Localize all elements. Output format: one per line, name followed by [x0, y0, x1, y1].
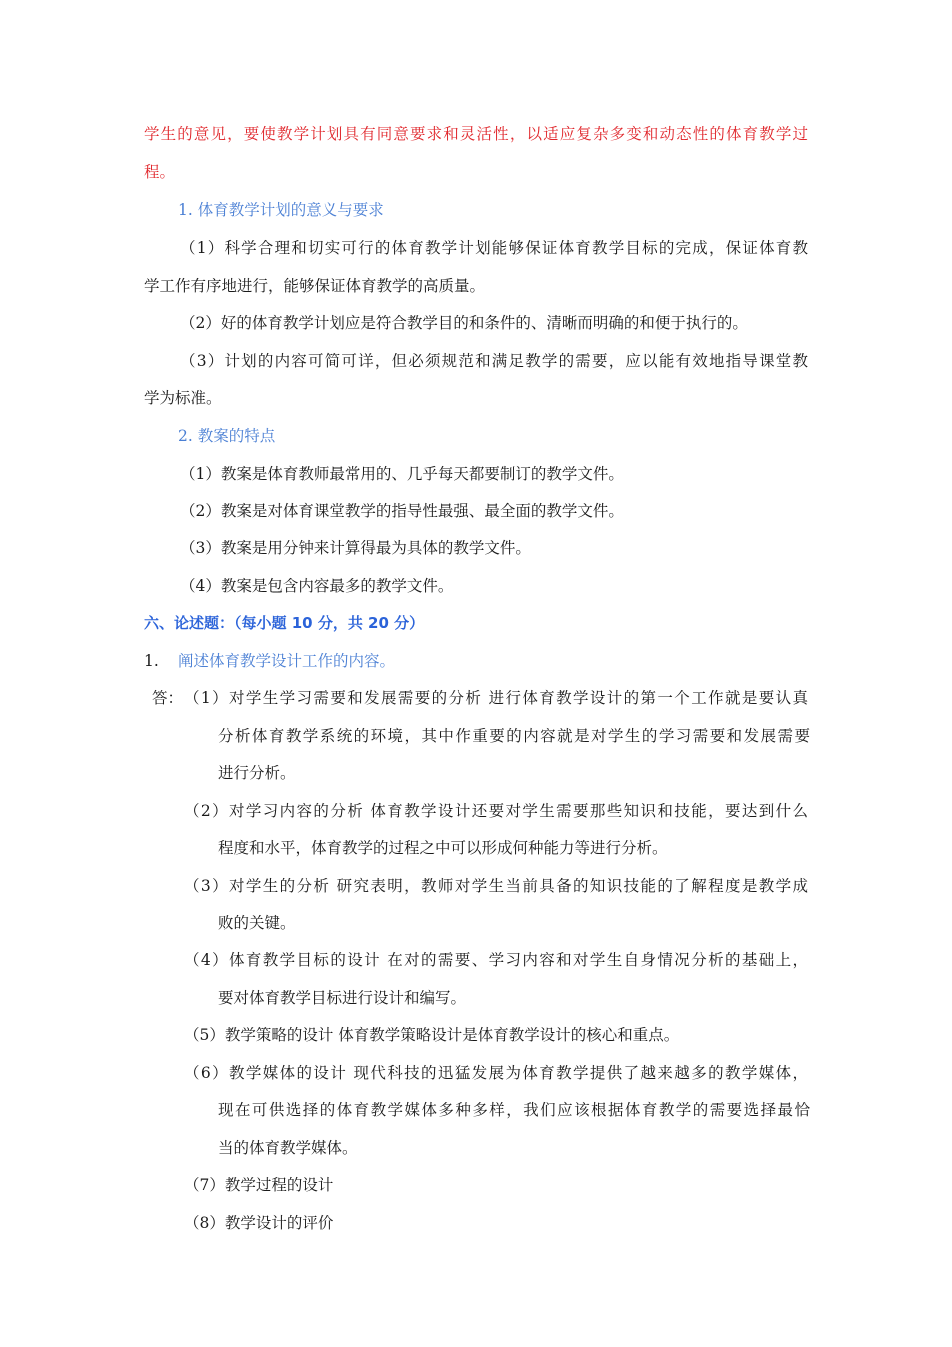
answer-6-line-2: 现在可供选择的体育教学媒体多种多样，我们应该根据体育教学的需要选择最恰: [218, 1101, 810, 1119]
answer-1-line-2: 分析体育教学系统的环境，其中作重要的内容就是对学生的学习需要和发展需要: [218, 727, 810, 745]
section2-item-4: （4）教案是包含内容最多的教学文件。: [180, 577, 454, 595]
answer-label: 答：: [152, 689, 184, 707]
intro-line-1: 学生的意见，要使教学计划具有同意要求和灵活性，以适应复杂多变和动态性的体育教学过: [144, 125, 808, 143]
section1-item1-line2: 学工作有序地进行，能够保证体育教学的高质量。: [144, 277, 486, 295]
section2-item-2: （2）教案是对体育课堂教学的指导性最强、最全面的教学文件。: [180, 502, 624, 520]
answer-6-line-3: 当的体育教学媒体。: [218, 1139, 358, 1157]
section2-heading: 2. 教案的特点: [178, 427, 276, 445]
section1-item1-line1: （1）科学合理和切实可行的体育教学计划能够保证体育教学目标的完成，保证体育教: [180, 239, 808, 257]
answer-4-line-2: 要对体育教学目标进行设计和编写。: [218, 989, 467, 1007]
section1-item3-line1: （3）计划的内容可简可详，但必须规范和满足教学的需要，应以能有效地指导课堂教: [180, 352, 808, 370]
section2-item-1: （1）教案是体育教师最常用的、几乎每天都要制订的教学文件。: [180, 465, 624, 483]
answer-2-line-1: （2）对学习内容的分析 体育教学设计还要对学生需要那些知识和技能，要达到什么: [184, 802, 808, 820]
answer-2-line-2: 程度和水平，体育教学的过程之中可以形成何种能力等进行分析。: [218, 839, 668, 857]
section2-item-3: （3）教案是用分钟来计算得最为具体的教学文件。: [180, 539, 531, 557]
answer-7-line-1: （7）教学过程的设计: [184, 1176, 334, 1194]
section1-heading: 1. 体育教学计划的意义与要求: [178, 201, 384, 219]
answer-5-line-1: （5）教学策略的设计 体育教学策略设计是体育教学设计的核心和重点。: [184, 1026, 680, 1044]
answer-1-line-1: （1）对学生学习需要和发展需要的分析 进行体育教学设计的第一个工作就是要认真: [184, 689, 808, 707]
section1-item2-line1: （2）好的体育教学计划应是符合教学目的和条件的、清晰而明确的和便于执行的。: [180, 314, 748, 332]
answer-8-line-1: （8）教学设计的评价: [184, 1214, 334, 1232]
question-number: 1.: [144, 652, 159, 670]
answer-6-line-1: （6）教学媒体的设计 现代科技的迅猛发展为体育教学提供了越来越多的教学媒体，: [184, 1064, 808, 1082]
intro-line-2: 程。: [144, 163, 176, 181]
answer-3-line-2: 败的关键。: [218, 914, 296, 932]
answer-1-line-3: 进行分析。: [218, 764, 296, 782]
answer-4-line-1: （4）体育教学目标的设计 在对的需要、学习内容和对学生自身情况分析的基础上，: [184, 951, 808, 969]
question-text: 阐述体育教学设计工作的内容。: [178, 652, 396, 670]
section1-item3-line2: 学为标准。: [144, 389, 222, 407]
answer-3-line-1: （3）对学生的分析 研究表明，教师对学生当前具备的知识技能的了解程度是教学成: [184, 877, 808, 895]
part6-heading: 六、论述题：（每小题 10 分，共 20 分）: [144, 614, 425, 632]
